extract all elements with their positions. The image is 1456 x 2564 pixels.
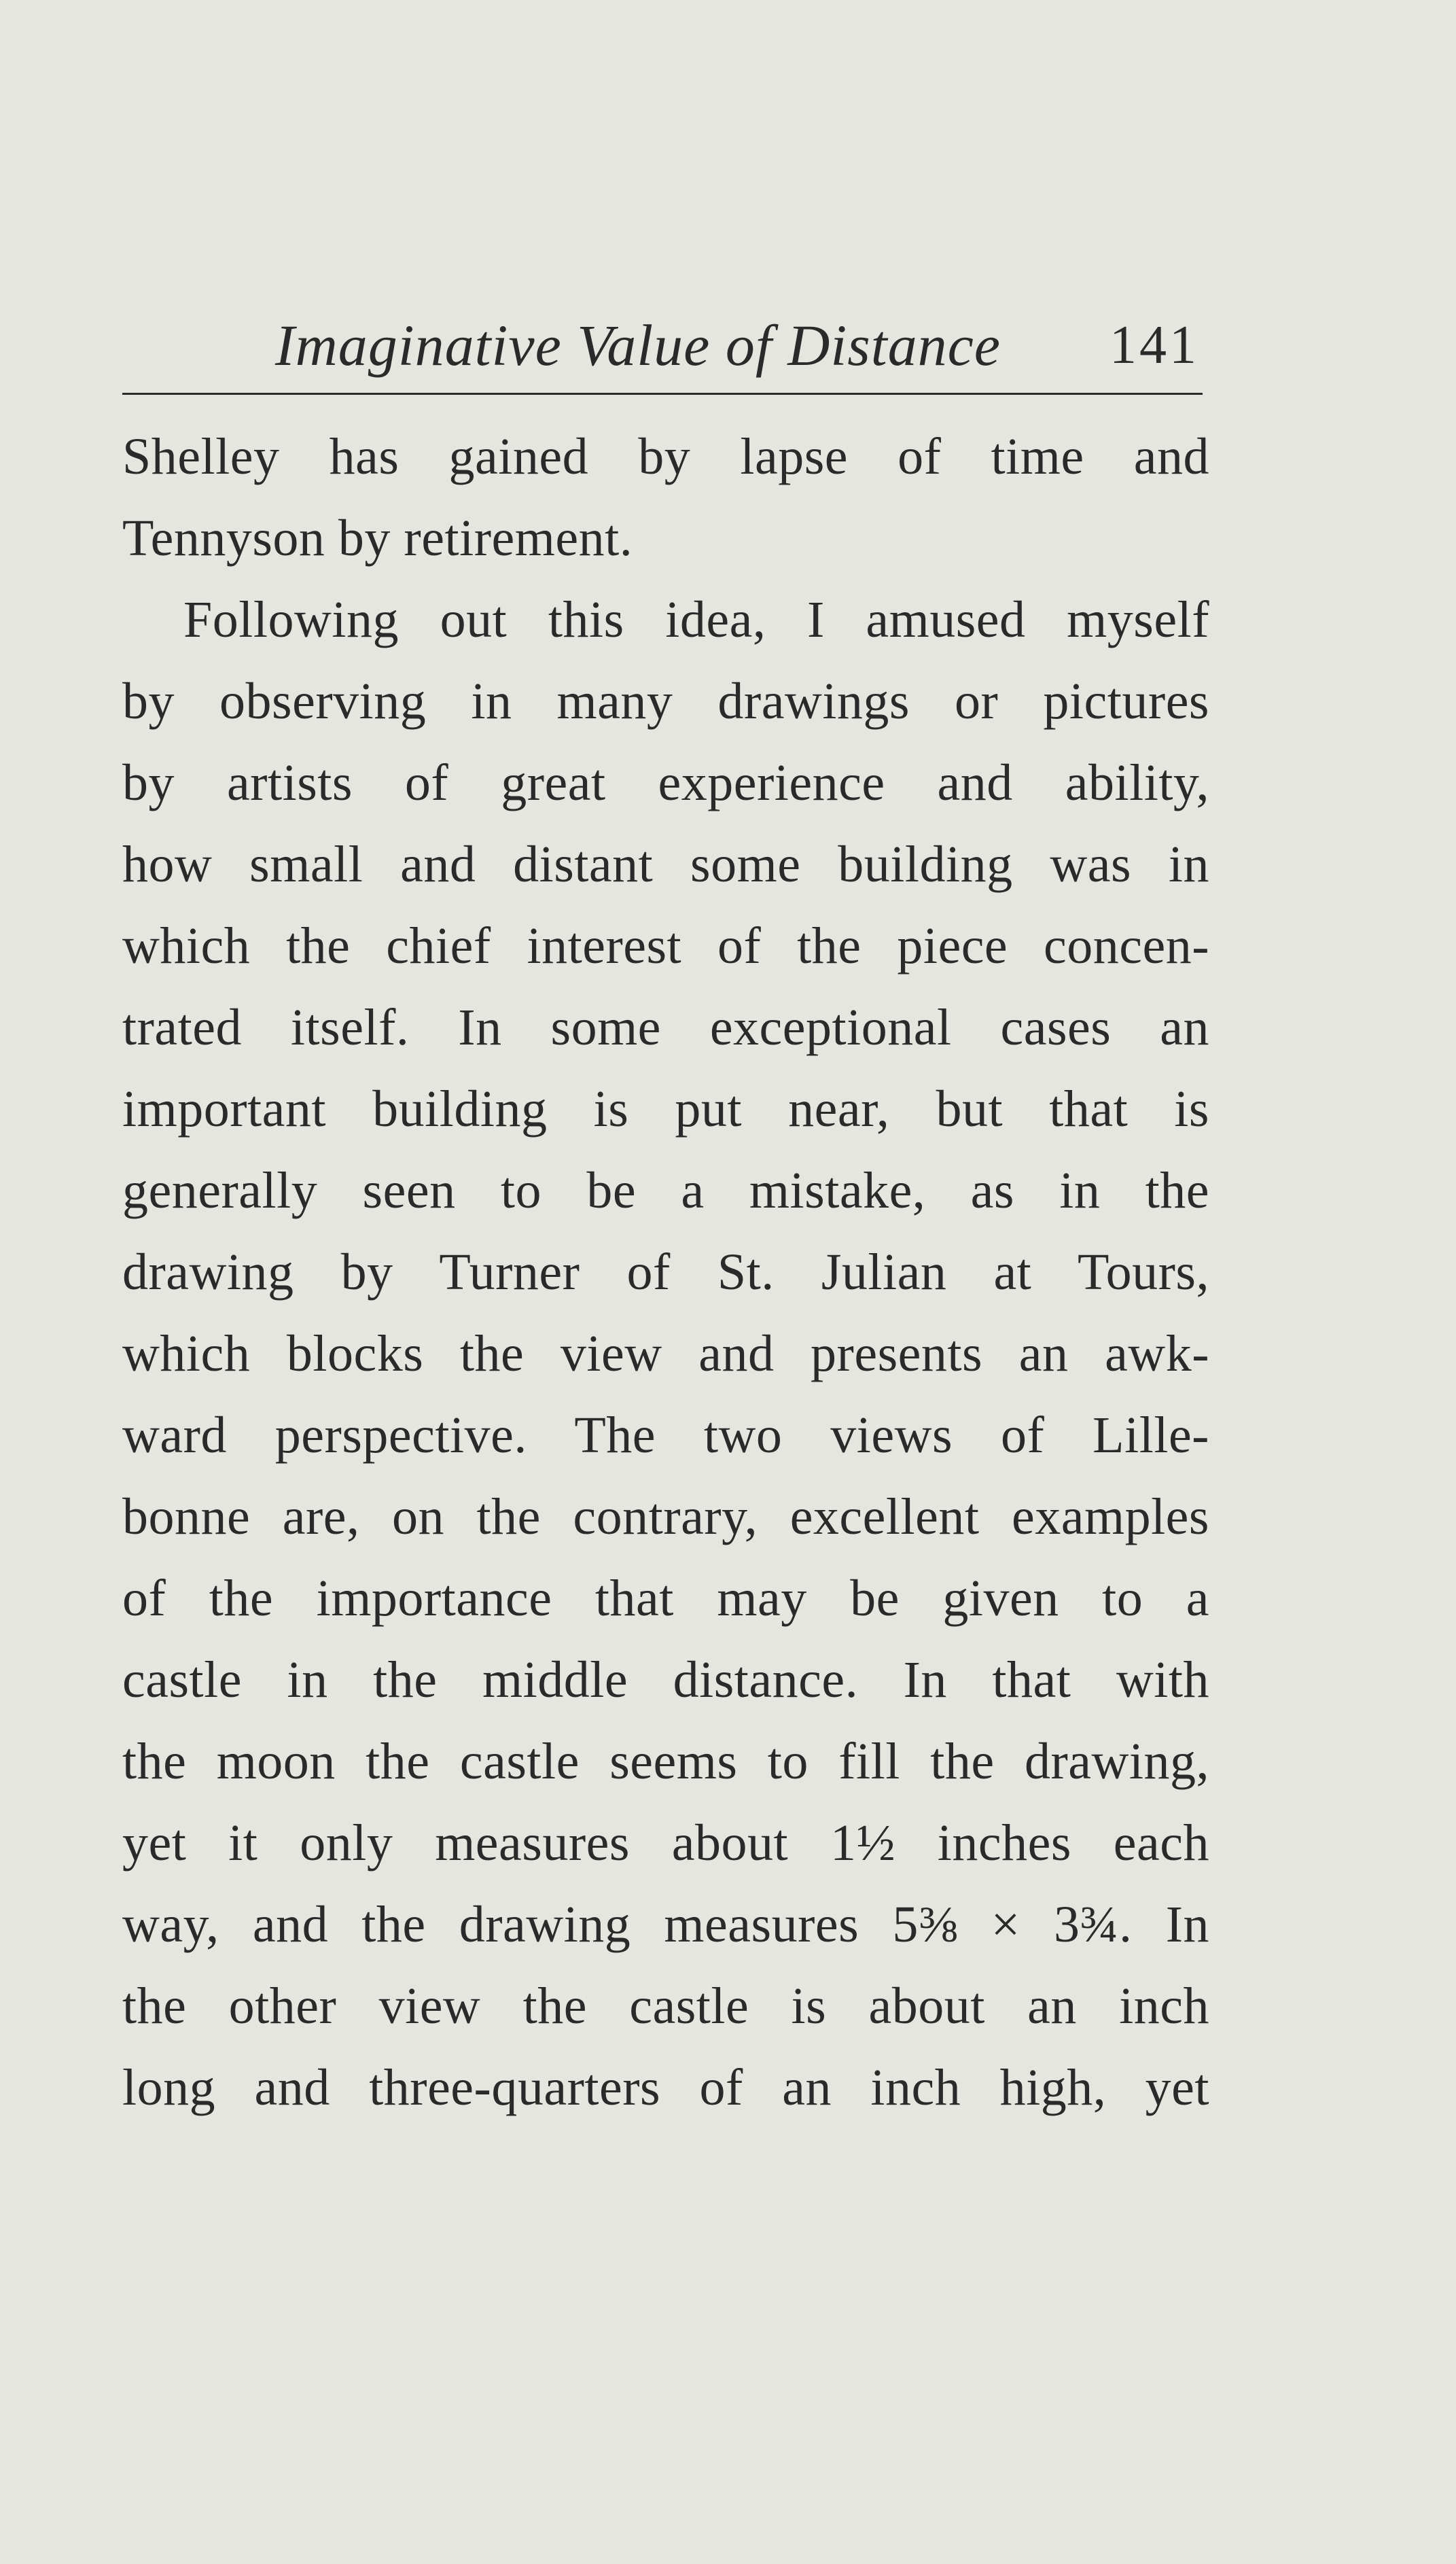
text-line: the other view the castle is about an inch	[122, 1978, 1209, 2035]
text-line: way, and the drawing measures 5⅜ × 3¾. In	[122, 1896, 1209, 1953]
text-line: which blocks the view and presents an awk-	[122, 1325, 1209, 1382]
text-line: Following out this idea, I amused myself	[183, 591, 1209, 648]
text-line: drawing by Turner of St. Julian at Tours,	[122, 1244, 1209, 1301]
header-rule	[122, 393, 1203, 395]
text-line: the moon the castle seems to fill the drawing,	[122, 1733, 1209, 1790]
text-line: which the chief interest of the piece concen-	[122, 917, 1209, 974]
text-line: how small and distant some building was in	[122, 836, 1209, 893]
running-head	[122, 299, 1199, 387]
text-line: castle in the middle distance. In that with	[122, 1651, 1209, 1708]
text-line: Shelley has gained by lapse of time and	[122, 428, 1209, 485]
text-line: trated itself. In some exceptional cases an	[122, 999, 1209, 1056]
running-title: Imaginative Value of Distance	[275, 313, 1001, 378]
text-line: ward perspective. The two views of Lille-	[122, 1407, 1209, 1464]
text-line: by observing in many drawings or pictures	[122, 673, 1209, 730]
text-line: Tennyson by retirement.	[122, 510, 633, 567]
text-line: generally seen to be a mistake, as in the	[122, 1162, 1209, 1219]
text-line: important building is put near, but that is	[122, 1081, 1209, 1138]
text-line: bonne are, on the contrary, excellent examples	[122, 1488, 1209, 1545]
text-line: of the importance that may be given to a	[122, 1570, 1209, 1627]
body-text	[122, 416, 1209, 2128]
text-line: by artists of great experience and ability,	[122, 754, 1209, 811]
text-line: long and three-quarters of an inch high, yet	[122, 2059, 1209, 2116]
text-line: yet it only measures about 1½ inches each	[122, 1814, 1209, 1872]
page-number: 141	[1109, 315, 1199, 375]
